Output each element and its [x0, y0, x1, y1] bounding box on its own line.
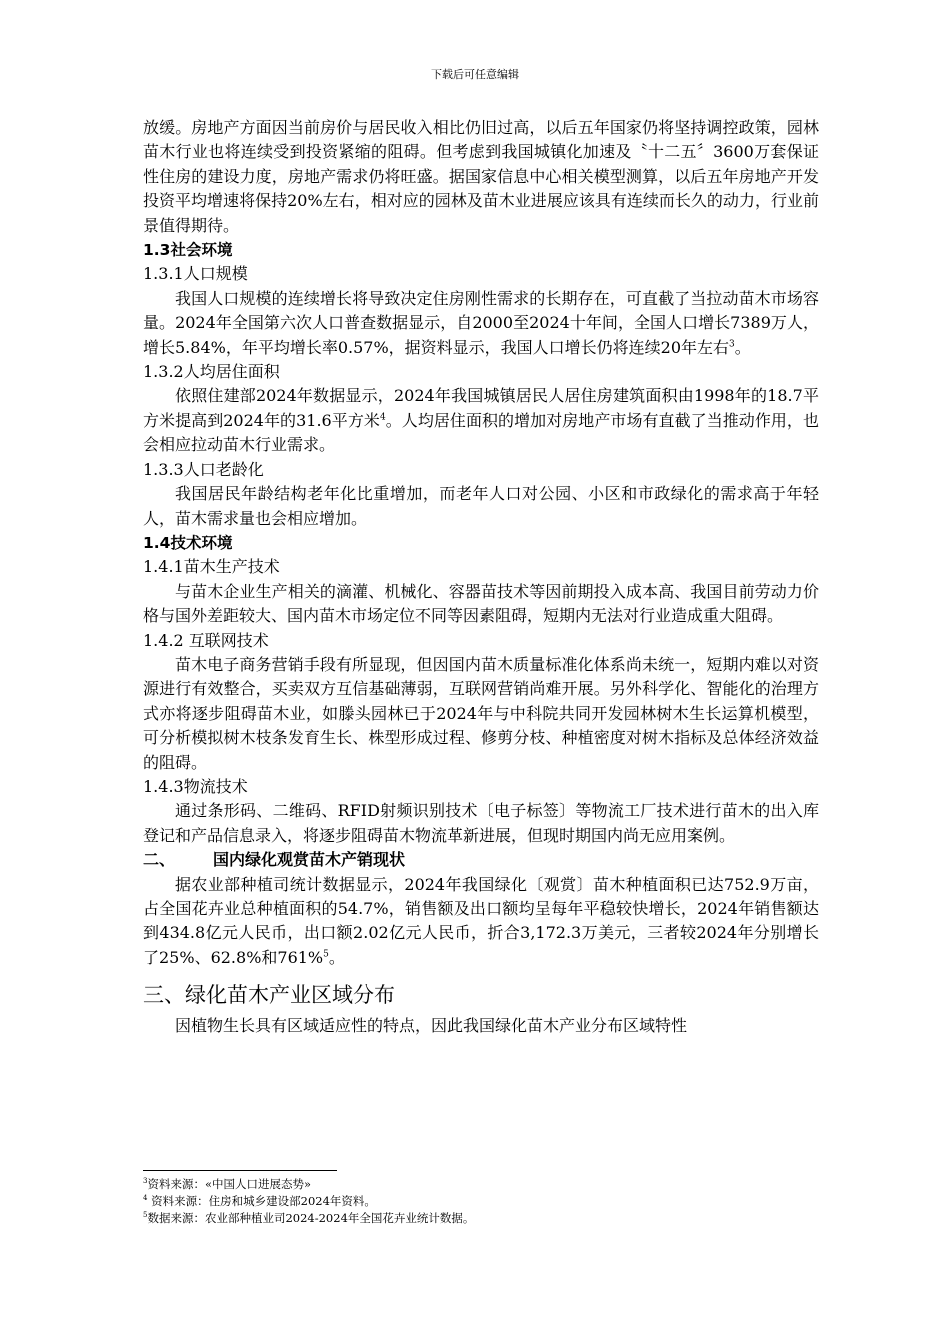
section-heading [143, 848, 819, 872]
footnote-number: 3 [143, 1177, 148, 1186]
paragraph-text: 。人均居住面积的增加对房地产市场有直截了当推动作用，也会相应拉动苗木行业需求。 [143, 410, 819, 455]
subsection-heading: 1.4技术环境 [143, 533, 233, 552]
paragraph [143, 873, 819, 971]
sub-subsection-heading: 1.4.1苗木生产技术 [143, 557, 280, 577]
footnote [143, 1193, 819, 1210]
chapter-heading: 三、绿化苗木产业区域分布 [143, 983, 395, 1008]
paragraph [143, 653, 819, 775]
subsection-heading: 1.3社会环境 [143, 241, 233, 260]
footnote-separator [143, 1170, 337, 1171]
paragraph-text: 因植物生长具有区域适应性的特点，因此我国绿化苗木产业分布区域特性 [175, 1016, 688, 1036]
paragraph-text: 通过条形码、二维码、RFID射频识别技术〔电子标签〕等物流工厂技术进行苗木的出入库登记和产品信息录入，将逐步阻碍苗木物流革新进展，但现时期国内尚无应用案例。 [143, 801, 819, 845]
section-number: 二、 [143, 850, 176, 870]
paragraph [143, 1014, 819, 1038]
section-title: 国内绿化观赏苗木产销现状 [213, 850, 406, 870]
footnote-text: 数据来源：农业部种植业司2024-2024年全国花卉业统计数据。 [147, 1211, 475, 1225]
sub-subsection-heading: 1.4.2 互联网技术 [143, 630, 269, 650]
footnote [143, 1176, 819, 1193]
footnote-ref[interactable]: 4 [379, 412, 386, 423]
paragraph [143, 482, 819, 531]
sub-subsection-heading: 1.3.3人口老龄化 [143, 459, 264, 479]
paragraph [143, 384, 819, 457]
paragraph-text: 据农业部种植司统计数据显示，2024年我国绿化〔观赏〕苗木种植面积已达752.9万亩，占全国花卉业总种植面积的54.7%，销售额及出口额均呈每年平稳较快增长，2024年销售额达到434.8亿元人民币，出口额2.02亿元人民币，折合3,172.3万美元，三者较2024年分别增长了25%、62.8%和761% [143, 874, 819, 967]
footnote-text: 资料来源：住房和城乡建设部2024年资料。 [147, 1194, 376, 1208]
paragraph-text: 。 [328, 947, 345, 967]
paragraph-text: 我国居民年龄结构老年化比重增加，而老年人口对公园、小区和市政绿化的需求高于年轻人，苗木需求量也会相应增加。 [143, 484, 819, 528]
sub-subsection-heading: 1.3.2人均居住面积 [143, 362, 280, 382]
footnote [143, 1210, 819, 1227]
sub-subsection-heading: 1.4.3物流技术 [143, 776, 248, 796]
paragraph [143, 580, 819, 629]
footnote-text: 资料来源：«中国人口进展态势» [147, 1177, 312, 1191]
footnote-number: 5 [143, 1211, 148, 1220]
paragraph-text: 苗木电子商务营销手段有所显现，但因国内苗木质量标准化体系尚未统一，短期内难以对资源进行有效整合，买卖双方互信基础薄弱，互联网营销尚难开展。另外科学化、智能化的治理方式亦将逐步阻碍苗木业，如滕头园林已于2024年与中科院共同开发园林树木生长运算机模型，可分析模拟树木枝条发育生长、株型形成过程、修剪分枝、种植密度对树木指标及总体经济效益的阻碍。 [143, 654, 819, 772]
footnote-ref[interactable]: 3 [729, 339, 735, 350]
sub-subsection-heading: 1.3.1人口规模 [143, 264, 248, 284]
paragraph-text: 我国人口规模的连续增长将导致决定住房刚性需求的长期存在，可直截了当拉动苗木市场容量。2024年全国第六次人口普查数据显示，自2000至2024十年间，全国人口增长7389万人，增长5.84%，年平均增长率0.57%，据资料显示，我国人口增长仍将连续20年左右 [143, 288, 819, 357]
footnote-ref[interactable]: 5 [323, 949, 329, 960]
document-body [143, 116, 819, 1039]
paragraph-text: 。 [734, 337, 751, 357]
paragraph-text: 放缓。房地产方面因当前房价与居民收入相比仍旧过高，以后五年国家仍将坚持调控政策，园林苗木行业也将连续受到投资紧缩的阻碍。但考虑到我国城镇化加速及〝十二五〞3600万套保证性住房的建设力度，房地产需求仍将旺盛。据国家信息中心相关模型测算，以后五年房地产开发投资平均增速将保持20%左右，相对应的园林及苗木业进展应该具有连续而长久的动力，行业前景值得期待。 [143, 118, 819, 235]
paragraph-text: 与苗木企业生产相关的滴灌、机械化、容器苗技术等因前期投入成本高、我国目前劳动力价格与国外差距较大、国内苗木市场定位不同等因素阻碍，短期内无法对行业造成重大阻碍。 [143, 581, 819, 626]
paragraph-text: 依照住建部2024年数据显示，2024年我国城镇居民人居住房建筑面积由1998年的18.7平方米提高到2024年的31.6平方米 [143, 386, 819, 430]
footnotes [143, 1176, 819, 1227]
paragraph [143, 116, 819, 238]
footnote-number: 4 [143, 1194, 148, 1203]
paragraph [143, 287, 819, 360]
page-header: 下载后可任意编辑 [431, 68, 519, 81]
paragraph [143, 799, 819, 848]
